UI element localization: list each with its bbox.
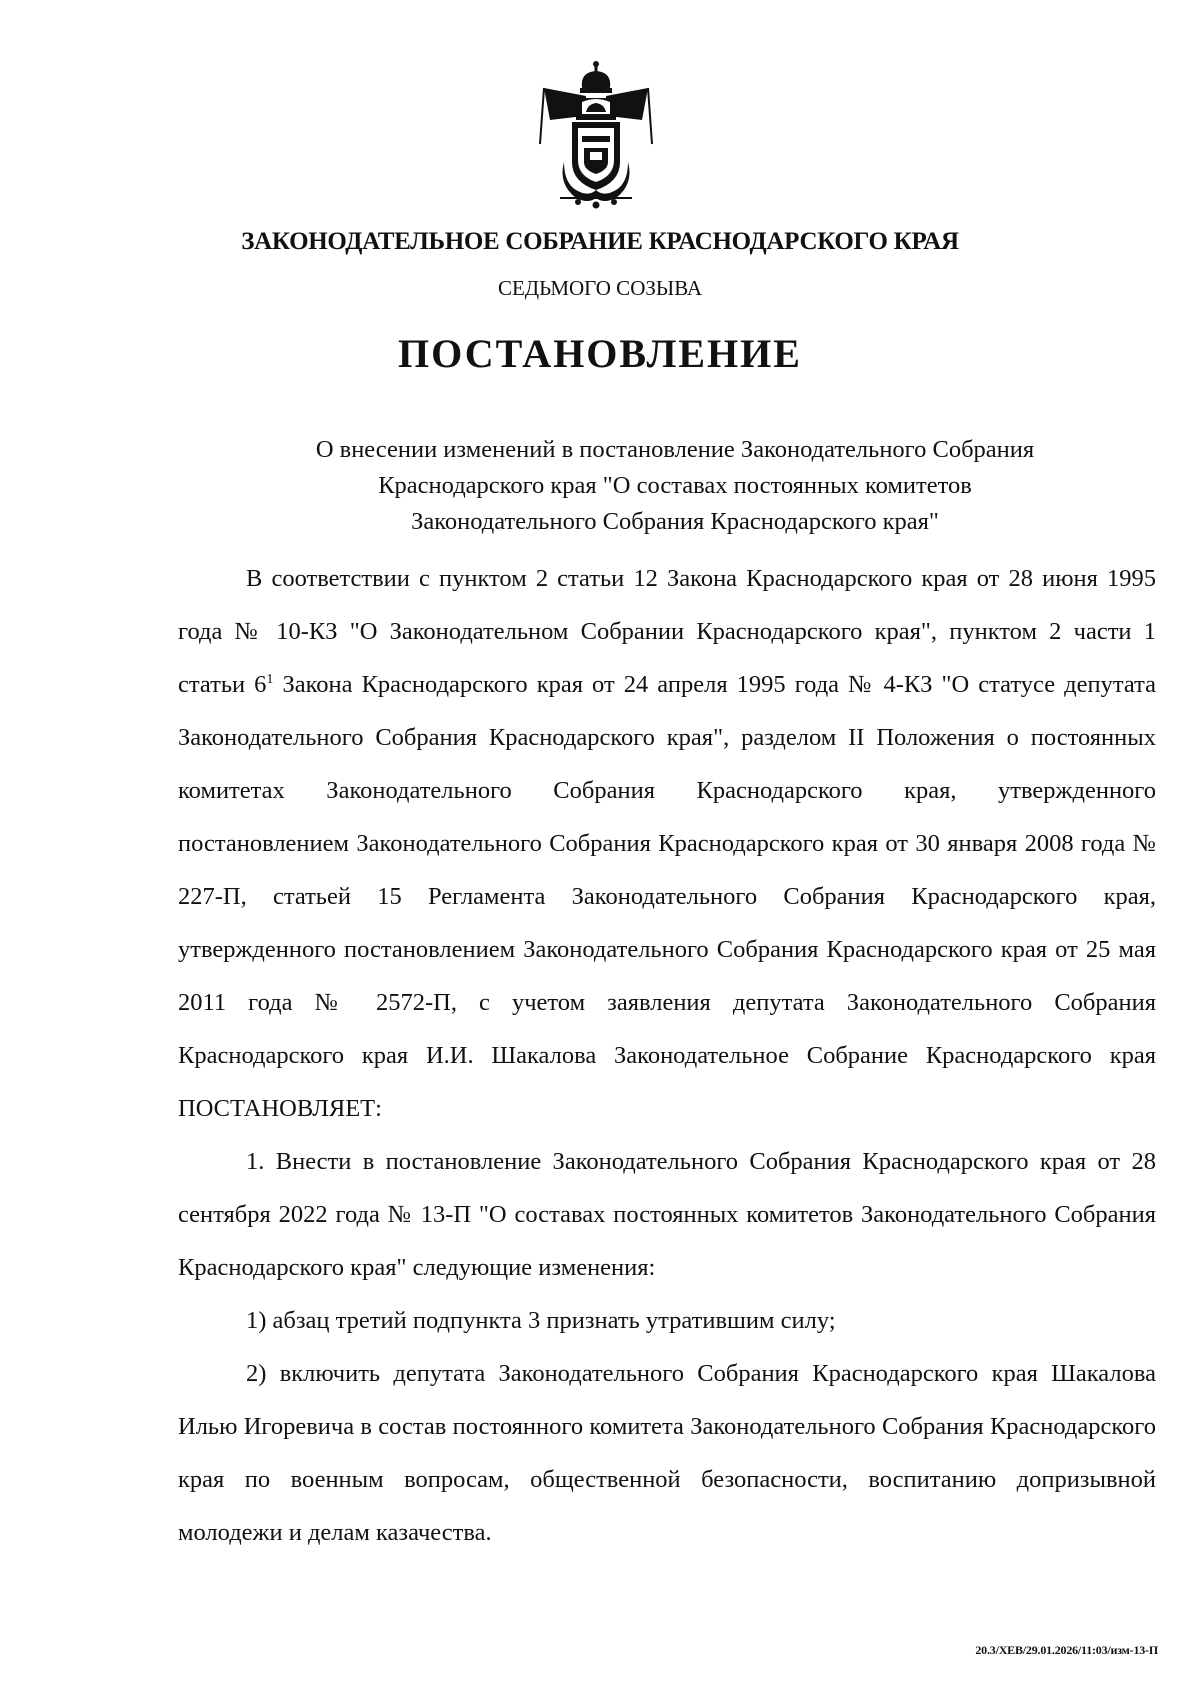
subject-line-2: Краснодарского края "О составах постоянных комитетов — [378, 472, 972, 499]
krasnodar-krai-coat-of-arms-icon — [536, 58, 656, 210]
organization-name: ЗАКОНОДАТЕЛЬНОЕ СОБРАНИЕ КРАСНОДАРСКОГО КРАЯ — [241, 228, 959, 255]
document-code: 20.3/ХЕВ/29.01.2026/11:03/изм-13-П — [975, 1643, 1158, 1657]
subject-line-1: О внесении изменений в постановление Законодательного Собрания — [315, 436, 1035, 463]
preamble-part-2: Закона Краснодарского края от 24 апреля 1995 года № 4-КЗ "О статусе депутата Законодательного Собрания Краснодарского края", разделом II Положения о постоянных комитетах Законодательного Собрания Краснодарского края, утвержденного постановлением Законодательного Собрания Краснодарского края от 30 января 2008 года № 227-П, статьей 15 Регламента Законодательного Собрания Краснодарского края, утвержденного постановлением Законодательного Собрания Краснодарского края от 25 мая 2011 года № 2572-П, с учетом заявления депутата Законодательного Собрания Краснодарского края И.И. Шакалова Законодательное Собрание Краснодарского края ПОСТАНОВЛЯЕТ: — [178, 671, 1156, 1122]
document-subject — [170, 432, 1180, 540]
item-1-subitem-2: 2) включить депутата Законодательного Собрания Краснодарского края Шакалова Илью Игоревича в состав постоянного комитета Законодательного Собрания Краснодарского края по военным вопросам, общественной безопасности, воспитанию допризывной молодежи и делам казачества. — [178, 1360, 1156, 1546]
item-1-subitem-1: 1) абзац третий подпункта 3 признать утратившим силу; — [246, 1307, 836, 1334]
item-1-paragraph: 1. Внести в постановление Законодательного Собрания Краснодарского края от 28 сентября 2022 года № 13-П "О составах постоянных комитетов Законодательного Собрания Краснодарского края" следующие изменения: — [178, 1148, 1156, 1281]
document-title: ПОСТАНОВЛЕНИЕ — [398, 331, 802, 376]
convocation: СЕДЬМОГО СОЗЫВА — [497, 276, 703, 300]
preamble-part-1: В соответствии с пунктом 2 статьи 12 Закона Краснодарского края от 28 июня 1995 года № 10-КЗ "О Законодательном Собрании Краснодарского края", пунктом 2 части 1 статьи 6 — [178, 565, 1156, 698]
article-superscript: 1 — [266, 671, 274, 687]
document-body — [178, 552, 1156, 1559]
subject-line-3: Законодательного Собрания Краснодарского края" — [411, 508, 939, 535]
preamble-paragraph — [178, 552, 1156, 1135]
